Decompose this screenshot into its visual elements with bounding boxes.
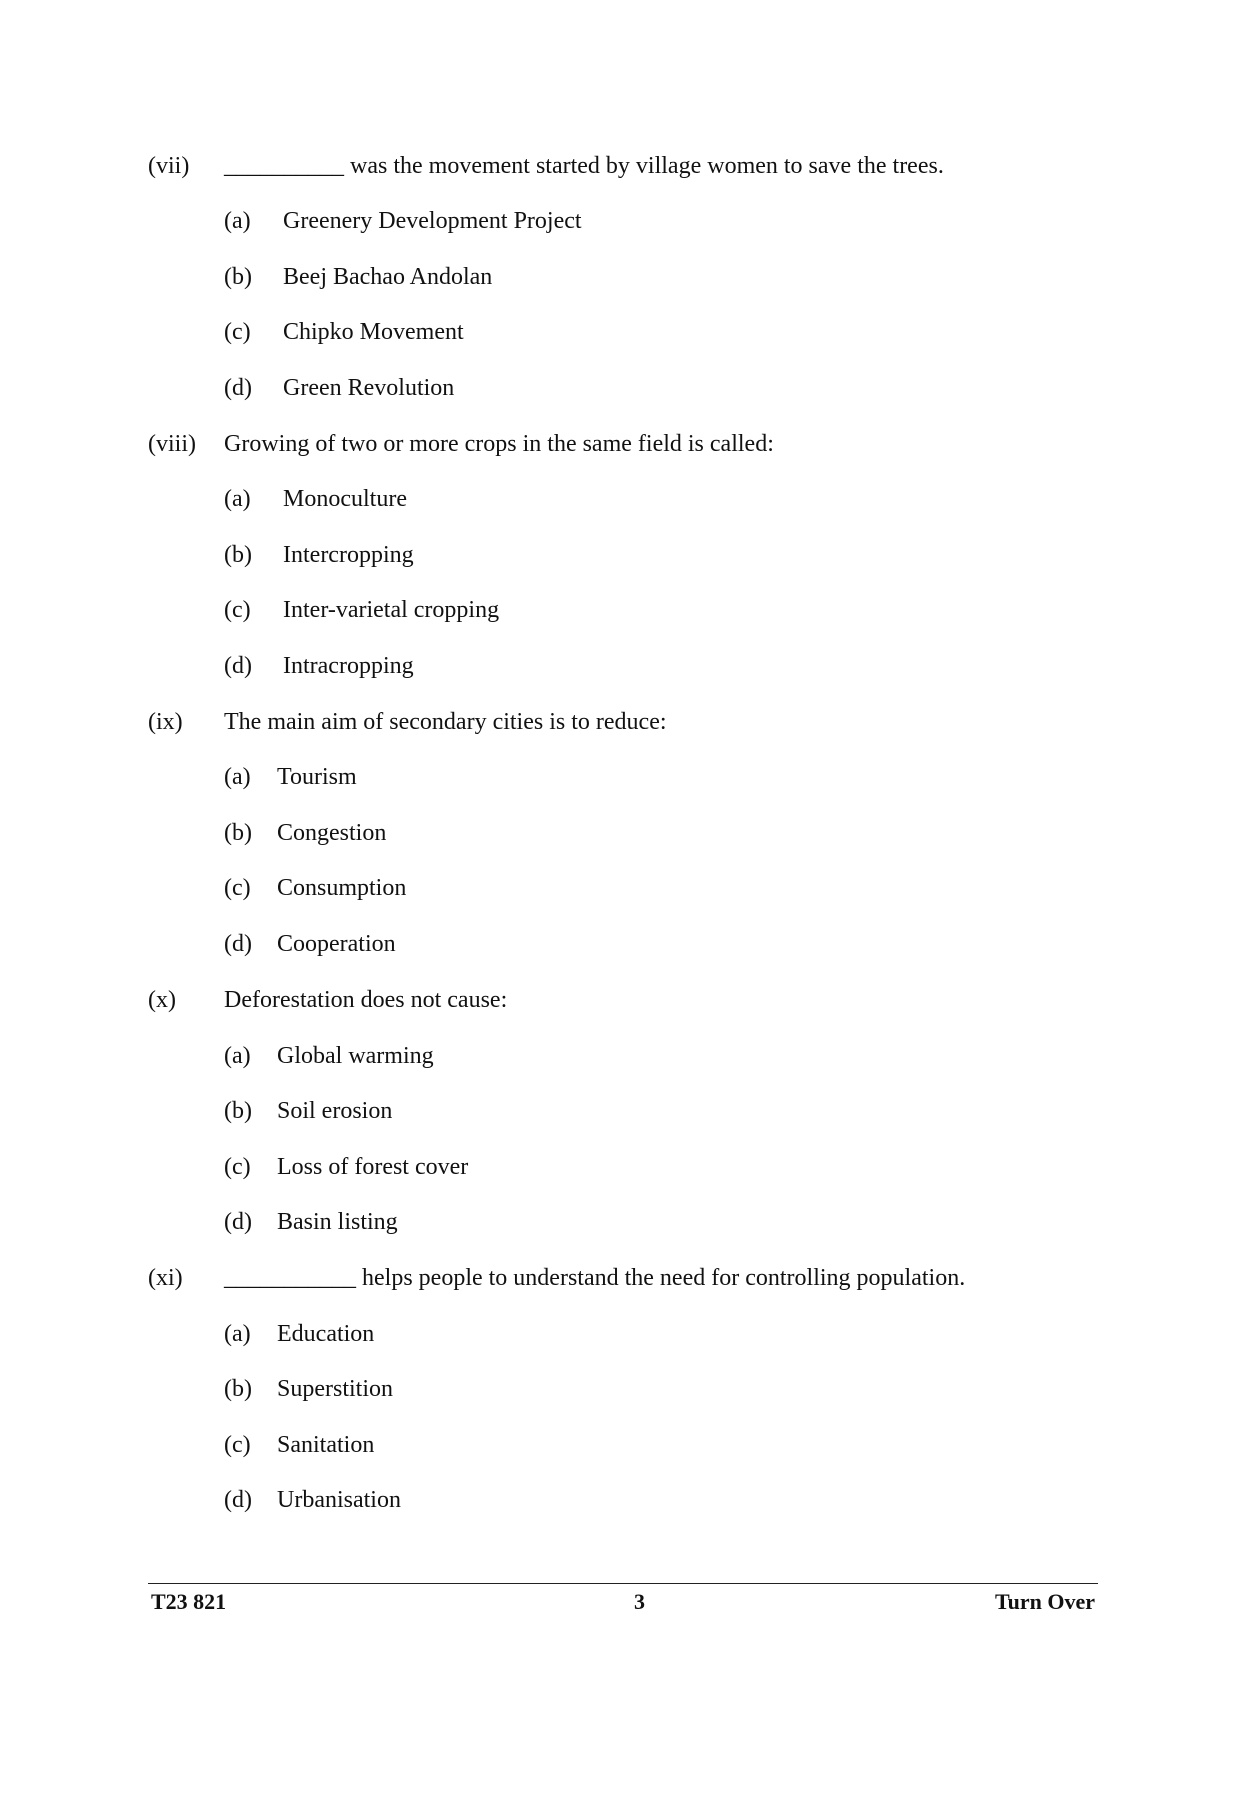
- page-footer: [148, 1585, 1098, 1619]
- option-letter: (a): [224, 486, 251, 512]
- option-text: Consumption: [277, 875, 407, 901]
- option-text: Education: [277, 1321, 375, 1347]
- option-text: Global warming: [277, 1043, 434, 1069]
- turn-over-label: Turn Over: [994, 1589, 1095, 1614]
- footer-divider: [148, 1583, 1098, 1584]
- option-d: [224, 646, 924, 686]
- question-stem: [148, 424, 1108, 464]
- option-c: [224, 312, 924, 352]
- option-c: [224, 868, 924, 908]
- option-text: Basin listing: [277, 1209, 398, 1235]
- option-text: Soil erosion: [277, 1098, 393, 1124]
- question-stem: [148, 146, 1108, 186]
- option-letter: (a): [224, 208, 251, 234]
- option-d: [224, 924, 924, 964]
- option-text: Intercropping: [283, 542, 414, 568]
- option-letter: (d): [224, 1487, 252, 1513]
- option-a: [224, 201, 924, 241]
- option-b: [224, 813, 924, 853]
- question-number: (viii): [148, 431, 196, 457]
- option-text: Congestion: [277, 820, 387, 846]
- question-number: (vii): [148, 153, 190, 179]
- option-a: [224, 479, 924, 519]
- option-text: Monoculture: [283, 486, 407, 512]
- question-text: The main aim of secondary cities is to reduce:: [224, 709, 667, 735]
- option-text: Loss of forest cover: [277, 1154, 469, 1180]
- option-text: Green Revolution: [283, 375, 455, 401]
- option-letter: (c): [224, 319, 251, 345]
- question-stem: [148, 980, 1108, 1020]
- option-b: [224, 257, 924, 297]
- option-text: Superstition: [277, 1376, 394, 1402]
- option-letter: (c): [224, 875, 251, 901]
- option-text: Cooperation: [277, 931, 396, 957]
- option-letter: (b): [224, 1098, 252, 1124]
- paper-code: T23 821: [151, 1589, 227, 1614]
- option-a: [224, 1036, 924, 1076]
- option-letter: (a): [224, 764, 251, 790]
- question-text: ___________ helps people to understand the need for controlling population.: [224, 1265, 966, 1291]
- option-text: Beej Bachao Andolan: [283, 264, 493, 290]
- option-b: [224, 1369, 924, 1409]
- option-letter: (b): [224, 820, 252, 846]
- option-letter: (d): [224, 931, 252, 957]
- option-letter: (a): [224, 1043, 251, 1069]
- option-text: Urbanisation: [277, 1487, 401, 1513]
- option-letter: (b): [224, 542, 252, 568]
- option-letter: (d): [224, 375, 252, 401]
- option-b: [224, 1091, 924, 1131]
- option-letter: (d): [224, 1209, 252, 1235]
- option-text: Chipko Movement: [283, 319, 464, 345]
- option-letter: (b): [224, 264, 252, 290]
- question-text: Deforestation does not cause:: [224, 987, 508, 1013]
- option-text: Sanitation: [277, 1432, 375, 1458]
- option-d: [224, 1480, 924, 1520]
- page-number: 3: [634, 1589, 645, 1614]
- option-text: Inter-varietal cropping: [283, 597, 500, 623]
- option-d: [224, 1202, 924, 1242]
- option-text: Intracropping: [283, 653, 414, 679]
- option-text: Tourism: [277, 764, 357, 790]
- option-b: [224, 535, 924, 575]
- option-letter: (d): [224, 653, 252, 679]
- option-text: Greenery Development Project: [283, 208, 582, 234]
- question-text: __________ was the movement started by village women to save the trees.: [224, 153, 944, 179]
- option-a: [224, 1314, 924, 1354]
- option-letter: (c): [224, 1432, 251, 1458]
- question-number: (ix): [148, 709, 183, 735]
- question-stem: [148, 702, 1108, 742]
- option-c: [224, 1147, 924, 1187]
- option-letter: (c): [224, 597, 251, 623]
- option-a: [224, 757, 924, 797]
- option-c: [224, 1425, 924, 1465]
- question-number: (xi): [148, 1265, 183, 1291]
- option-letter: (a): [224, 1321, 251, 1347]
- question-number: (x): [148, 987, 176, 1013]
- option-c: [224, 590, 924, 630]
- option-letter: (b): [224, 1376, 252, 1402]
- option-d: [224, 368, 924, 408]
- option-letter: (c): [224, 1154, 251, 1180]
- question-xi: [0, 1258, 1241, 1818]
- question-stem: [148, 1258, 1108, 1298]
- question-text: Growing of two or more crops in the same field is called:: [224, 431, 774, 457]
